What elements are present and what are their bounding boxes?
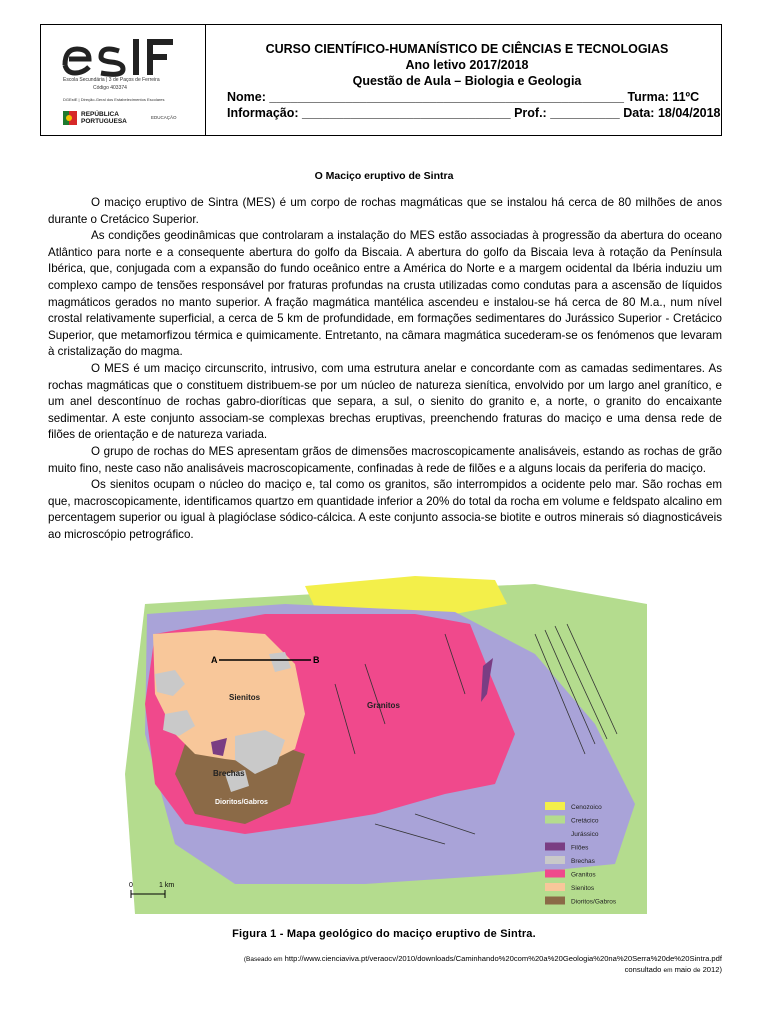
school-code: Código 403374 xyxy=(93,85,127,91)
legend-label: Jurássico xyxy=(571,831,599,838)
name-field: ___________________________________________________ xyxy=(269,90,624,104)
source-month: maio xyxy=(674,965,692,974)
paragraph: Os sienitos ocupam o núcleo do maciço e, tal como os granitos, são interrompidos a ocidente pelo mar. São rochas em que, macroscopicamente, identificamos quartzo em quantidade inferior a 20% do total da rocha em volume e feldspato alcalino em percentagem superior ou igual à plagióclase sódico-cálcica. A este conjunto associa-se biotite e outros minerais só diagnosticáveis ao microscópio petrográfico. xyxy=(48,478,722,541)
class-label: Turma: 11ºC xyxy=(627,90,700,104)
info-row xyxy=(227,105,723,121)
legend-label: Sienitos xyxy=(571,885,595,892)
info-label: Informação: xyxy=(227,106,299,120)
exam-title: Questão de Aula – Biologia e Geologia xyxy=(352,74,582,88)
dioritos-label: Dioritos/Gabros xyxy=(215,799,268,806)
legend-label: Cretácico xyxy=(571,817,599,825)
course-title: CURSO CIENTÍFICO-HUMANÍSTICO DE CIÊNCIAS E TECNOLOGIAS xyxy=(265,42,669,56)
source-citation xyxy=(140,954,722,976)
esf-logo-icon xyxy=(61,35,181,77)
legend-label: Granitos xyxy=(571,871,596,879)
educacao-text: EDUCAÇÃO xyxy=(151,115,177,120)
point-a-label: A xyxy=(211,655,218,665)
source-url[interactable]: http://www.cienciaviva.pt/veraocv/2010/downloads/Caminhando%20com%20a%20Geologia%20na%20Serra%20de%20Sintra.pdf xyxy=(284,954,722,963)
granitos-label: Granitos xyxy=(367,701,400,710)
legend-swatch xyxy=(545,870,565,878)
legend-label: Filões xyxy=(571,844,589,852)
legend-label: Dioritos/Gabros xyxy=(571,898,617,906)
figure-caption: Figura 1 - Mapa geológico do maciço eruptivo de Sintra. xyxy=(232,928,536,940)
legend-swatch xyxy=(545,897,565,905)
republica-portuguesa xyxy=(81,111,127,125)
republica-text: REPÚBLICA xyxy=(81,111,119,118)
legend-swatch xyxy=(545,816,565,824)
brechas-label: Brechas xyxy=(213,769,245,778)
legend-swatch xyxy=(545,883,565,891)
source-pre: (Baseado em xyxy=(243,956,283,963)
legend-swatch xyxy=(545,802,565,810)
paragraph: O maciço eruptivo de Sintra (MES) é um corpo de rochas magmáticas que se instalou há cerca de 80 milhões de anos durante o Cretácico Superior. xyxy=(48,196,722,226)
legend-swatch xyxy=(545,856,565,864)
portugal-flag-icon xyxy=(63,111,77,125)
portuguesa-text: PORTUGUESA xyxy=(81,118,127,125)
header-text xyxy=(227,41,723,121)
sienitos-label: Sienitos xyxy=(229,693,261,702)
date-label: Data: 18/04/2018 xyxy=(623,106,721,120)
geological-map xyxy=(115,574,647,914)
legend-swatch xyxy=(545,829,565,837)
dgeste-label: DGEstE | Direção-Geral dos Estabelecimentos Escolares xyxy=(63,97,165,102)
prof-label: Prof.: xyxy=(514,106,547,120)
document-header xyxy=(40,24,722,136)
document-title: O Maciço eruptivo de Sintra xyxy=(314,170,454,182)
legend-swatch xyxy=(545,843,565,851)
source-de: de xyxy=(693,967,701,974)
source-em: em xyxy=(663,967,673,974)
scale-zero: 0 xyxy=(129,882,133,889)
paragraph: O grupo de rochas do MES apresentam grãos de dimensões macroscopicamente analisáveis, estando as rochas de grão muito fino, neste caso não analisáveis macroscopicamente, confinadas à rede de filões e a alguns locais da periferia do maciço. xyxy=(48,444,722,475)
prof-field: __________ xyxy=(550,106,620,120)
source-consult: consultado xyxy=(624,965,662,974)
name-label: Nome: xyxy=(227,90,266,104)
school-name: Escola Secundária | 3 de Paços de Ferreira xyxy=(63,77,160,83)
legend-label: Cenozoico xyxy=(571,804,602,811)
point-b-label: B xyxy=(313,655,320,665)
legend-label: Brechas xyxy=(571,858,595,865)
paragraph: O MES é um maciço circunscrito, intrusivo, com uma estrutura anelar e concordante com as camadas sedimentares. As rochas magmáticas que o constituem distribuem-se por um núcleo de natureza sienítica, envolvido por um largo anel granítico, e um anel descontínuo de rochas gabro-dioríticas que separa, a sul, o sienito do granito e, a norte, o granito do encaixante sedimentar. A este conjunto associam-se complexas brechas eruptivas, preenchendo fraturas do maciço e uma densa rede de filões de orientação e de natureza variada. xyxy=(48,361,722,442)
name-row xyxy=(227,89,723,105)
school-logo-block xyxy=(41,25,206,135)
info-field: ______________________________ xyxy=(302,106,511,120)
body-text xyxy=(48,195,722,543)
paragraph: As condições geodinâmicas que controlaram a instalação do MES estão associadas à progressão da abertura do oceano Atlântico para norte e a consequente abertura do golfo da Biscaia. A abertura do golfo da Biscaia leva à rotação da Península Ibérica, que, conjugada com a expansão do fundo oceânico entre a América do Norte e a margem ocidental da Ibéria induziu um complexo campo de tensões responsável por fraturas profundas na crusta utilizadas como condutas para a ascensão de líquidos magmáticos gerados no manto superior. A fração magmática mantélica ascendeu e instalou-se há cerca de 80 M.a., num nível crostal relativamente superficial, a cerca de 5 km de profundidade, em formações sedimentares do Jurássico Superior - Cretácico Superior, que metamorfizou térmica e quimicamente. Entretanto, na câmara magmática sucederam-se os fenómenos que levaram à cristalização do magma. xyxy=(48,229,722,359)
school-year: Ano letivo 2017/2018 xyxy=(405,58,529,72)
source-year: 2012) xyxy=(702,965,722,974)
scale-km: 1 km xyxy=(159,882,175,889)
